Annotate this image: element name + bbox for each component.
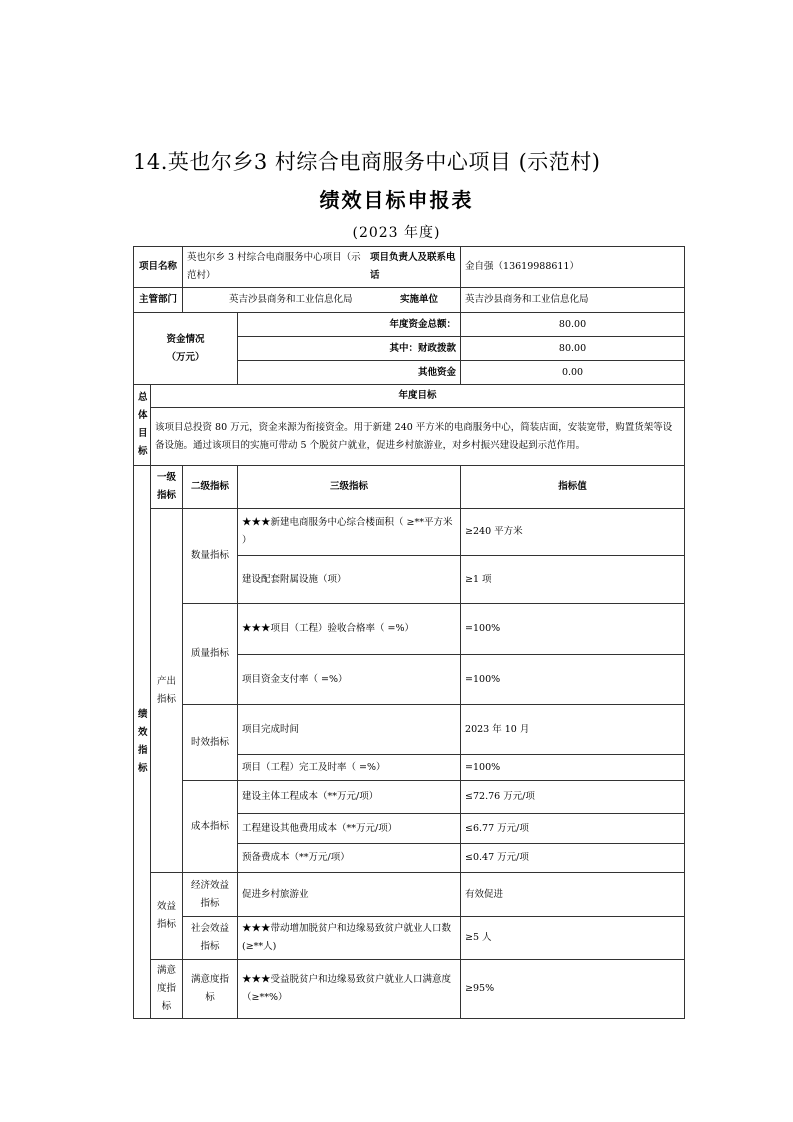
annual-goal-header: 年度目标	[151, 385, 685, 408]
indicator-value: =100%	[461, 604, 685, 655]
funds-total-value: 80.00	[461, 313, 685, 337]
contact-label: 项目负责人及联系电话	[370, 252, 456, 282]
indicator-value: 有效促进	[461, 873, 685, 917]
header-level3: 三级指标	[238, 466, 461, 509]
dept-label: 主管部门	[134, 288, 183, 313]
table-row: 项目（工程）完工及时率（ =%）	[238, 755, 461, 781]
quality-indicator: 质量指标	[183, 604, 238, 705]
impl-label: 实施单位	[400, 294, 439, 306]
funds-fiscal-value: 80.00	[461, 337, 685, 361]
document-title: 14.英也尔乡3 村综合电商服务中心项目 (示范村)	[133, 150, 601, 174]
funds-other-value: 0.00	[461, 361, 685, 385]
indicator-value: ≤0.47 万元/项	[461, 844, 685, 873]
funds-other-label: 其他资金	[238, 361, 461, 385]
dept-text: 英吉沙县商务和工业信息化局	[229, 294, 353, 306]
indicator-value: ≤72.76 万元/项	[461, 781, 685, 814]
funds-label-line2: （万元）	[166, 351, 205, 363]
table-row: 建设配套附属设施（项）	[238, 556, 461, 604]
funds-total-label: 年度资金总额：	[238, 313, 461, 337]
impl-value: 英吉沙县商务和工业信息化局	[461, 288, 685, 313]
indicator-value: ≥95%	[461, 960, 685, 1019]
table-row: ★★★受益脱贫户和边缘易致贫户就业人口满意度（≥**%）	[238, 960, 461, 1019]
annual-goal-text: 该项目总投资 80 万元，资金来源为衔接资金。用于新建 240 平方米的电商服务中心，简装店面，安装宽带，购置货架等设备设施。通过该项目的实施可带动 5 个脱贫户就业，促进乡村旅游业，对乡村振兴建设起到示范作用。	[151, 408, 685, 466]
indicator-value: ≥5 人	[461, 917, 685, 960]
benefit-indicator: 效益指标	[151, 873, 183, 960]
social-indicator: 社会效益指标	[183, 917, 238, 960]
project-name-text: 英也尔乡 3 村综合电商服务中心项目（示范村）	[187, 252, 361, 282]
header-value: 指标值	[461, 466, 685, 509]
indicator-value: ≥240 平方米	[461, 509, 685, 556]
header-level1: 一级指标	[151, 466, 183, 509]
table-row: ★★★新建电商服务中心综合楼面积（ ≥**平方米 ）	[238, 509, 461, 556]
table-row: 建设主体工程成本（**万元/项）	[238, 781, 461, 814]
funds-label-line1: 资金情况	[166, 333, 205, 345]
project-name-label: 项目名称	[134, 247, 183, 288]
table-row: ★★★项目（工程）验收合格率（ =%）	[238, 604, 461, 655]
indicator-value: ≥1 项	[461, 556, 685, 604]
satisfaction-level1: 满意度指标	[151, 960, 183, 1019]
performance-goal-table	[133, 246, 685, 1019]
satisfaction-level2: 满意度指标	[183, 960, 238, 1019]
project-name-value	[183, 247, 461, 288]
table-row: ★★★带动增加脱贫户和边缘易致贫户就业人口数(≥**人)	[238, 917, 461, 960]
indicator-value: =100%	[461, 755, 685, 781]
form-year: (2023 年度)	[352, 225, 441, 241]
economic-indicator: 经济效益指标	[183, 873, 238, 917]
timeliness-indicator: 时效指标	[183, 705, 238, 781]
indicator-value: =100%	[461, 655, 685, 705]
contact-value: 金自强（13619988611）	[461, 247, 685, 288]
table-row: 促进乡村旅游业	[238, 873, 461, 917]
header-level2: 二级指标	[183, 466, 238, 509]
overall-goal-side-label: 总 体 目 标	[134, 385, 151, 466]
indicators-side-label: 绩 效 指 标	[134, 466, 151, 1019]
output-indicator: 产出指标	[151, 509, 183, 873]
funds-label	[134, 313, 238, 385]
funds-fiscal-label: 其中：财政拨款	[238, 337, 461, 361]
quantity-indicator: 数量指标	[183, 509, 238, 604]
form-title: 绩效目标申报表	[319, 188, 474, 212]
cost-indicator: 成本指标	[183, 781, 238, 873]
indicator-value: ≤6.77 万元/项	[461, 814, 685, 844]
table-row: 项目完成时间	[238, 705, 461, 755]
indicator-value: 2023 年 10 月	[461, 705, 685, 755]
table-row: 工程建设其他费用成本（**万元/项）	[238, 814, 461, 844]
dept-value	[183, 288, 461, 313]
table-row: 项目资金支付率（ =%）	[238, 655, 461, 705]
table-row: 预备费成本（**万元/项）	[238, 844, 461, 873]
